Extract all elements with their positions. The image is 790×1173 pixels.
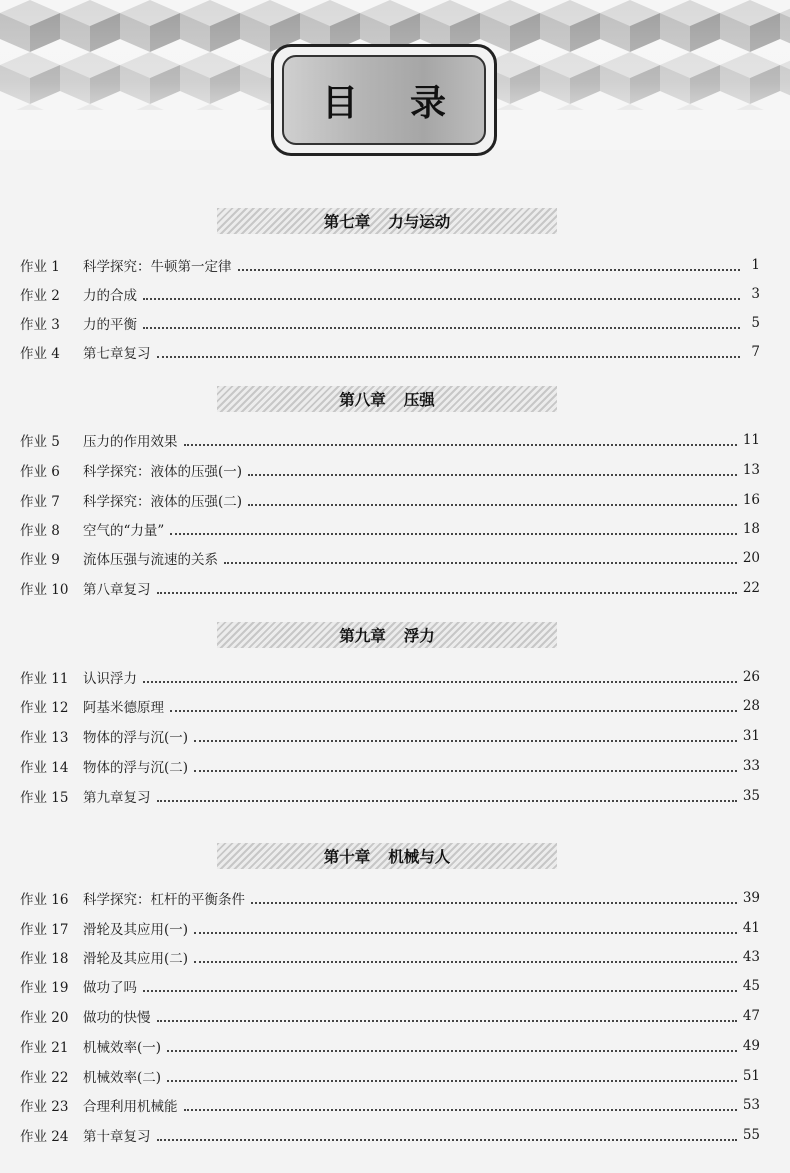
leader-dots bbox=[143, 989, 737, 992]
toc-no: 作业 13 bbox=[20, 730, 69, 746]
toc-no: 作业 20 bbox=[20, 1010, 69, 1026]
toc-no: 作业 6 bbox=[20, 464, 60, 480]
toc-no: 作业 2 bbox=[20, 288, 60, 304]
chapter-number: 第九章 bbox=[339, 627, 386, 645]
toc-page: 20 bbox=[742, 550, 760, 566]
leader-dots bbox=[157, 591, 737, 594]
leader-dots bbox=[184, 1108, 737, 1111]
toc-row[interactable] bbox=[20, 548, 760, 568]
toc-title: 力的合成 bbox=[83, 288, 137, 304]
toc-page: 16 bbox=[742, 492, 760, 508]
toc-no: 作业 9 bbox=[20, 552, 60, 568]
toc-title: 合理利用机械能 bbox=[83, 1099, 178, 1115]
toc-page: 47 bbox=[742, 1008, 760, 1024]
toc-no: 作业 24 bbox=[20, 1129, 69, 1145]
toc-row[interactable] bbox=[20, 976, 760, 996]
toc-page: 41 bbox=[742, 920, 760, 936]
toc-no: 作业 1 bbox=[20, 259, 60, 275]
toc-row[interactable] bbox=[20, 342, 760, 362]
leader-dots bbox=[194, 769, 737, 772]
chapter-number: 第七章 bbox=[323, 213, 371, 231]
toc-title: 滑轮及其应用(一) bbox=[83, 922, 189, 938]
toc-row[interactable] bbox=[20, 519, 760, 539]
toc-title: 做功了吗 bbox=[83, 980, 137, 996]
leader-dots bbox=[248, 473, 737, 476]
toc-row[interactable] bbox=[20, 918, 760, 938]
toc-row[interactable] bbox=[20, 696, 760, 716]
title-plate bbox=[282, 55, 498, 145]
leader-dots bbox=[143, 326, 740, 329]
toc-title: 科学探究：液体的压强(一) bbox=[83, 464, 243, 480]
toc-row[interactable] bbox=[20, 1125, 760, 1145]
chapter-name: 压强 bbox=[403, 391, 435, 409]
chapter-heading-9 bbox=[217, 622, 557, 648]
toc-no: 作业 19 bbox=[20, 980, 69, 996]
toc-row[interactable] bbox=[20, 1036, 760, 1056]
toc-title: 机械效率(二) bbox=[83, 1070, 162, 1086]
toc-row[interactable] bbox=[20, 786, 760, 806]
toc-page: 53 bbox=[742, 1097, 760, 1113]
leader-dots bbox=[157, 799, 737, 802]
toc-no: 作业 14 bbox=[20, 760, 69, 776]
leader-dots bbox=[143, 297, 740, 300]
toc-row[interactable] bbox=[20, 284, 760, 304]
toc-title: 滑轮及其应用(二) bbox=[83, 951, 189, 967]
chapter-heading-8 bbox=[217, 386, 557, 412]
leader-dots bbox=[143, 680, 737, 683]
toc-no: 作业 7 bbox=[20, 494, 60, 510]
toc-page: 13 bbox=[742, 462, 760, 478]
toc-title: 科学探究：杠杆的平衡条件 bbox=[83, 892, 245, 908]
toc-title: 阿基米德原理 bbox=[83, 700, 164, 716]
chapter-number: 第十章 bbox=[323, 848, 371, 866]
toc-title: 科学探究：液体的压强(二) bbox=[83, 494, 243, 510]
toc-title: 空气的“力量” bbox=[83, 523, 165, 539]
toc-row[interactable] bbox=[20, 726, 760, 746]
leader-dots bbox=[194, 931, 737, 934]
leader-dots bbox=[184, 443, 737, 446]
chapter-name: 机械与人 bbox=[388, 848, 451, 866]
title-frame bbox=[271, 44, 497, 156]
toc-title: 物体的浮与沉(一) bbox=[83, 730, 189, 746]
toc-no: 作业 18 bbox=[20, 951, 69, 967]
chapter-heading-10 bbox=[217, 843, 557, 869]
toc-title: 做功的快慢 bbox=[83, 1010, 151, 1026]
toc-title: 机械效率(一) bbox=[83, 1040, 162, 1056]
toc-no: 作业 22 bbox=[20, 1070, 69, 1086]
leader-dots bbox=[157, 355, 741, 358]
toc-page: 55 bbox=[742, 1127, 760, 1143]
toc-row[interactable] bbox=[20, 313, 760, 333]
toc-title: 第十章复习 bbox=[83, 1129, 151, 1145]
toc-page: 39 bbox=[742, 890, 760, 906]
leader-dots bbox=[157, 1138, 737, 1141]
chapter-name: 力与运动 bbox=[388, 213, 451, 231]
toc-row[interactable] bbox=[20, 255, 760, 275]
toc-row[interactable] bbox=[20, 1095, 760, 1115]
toc-page: 33 bbox=[742, 758, 760, 774]
toc-page: 11 bbox=[742, 432, 760, 448]
toc-no: 作业 8 bbox=[20, 523, 60, 539]
chapter-number: 第八章 bbox=[339, 391, 386, 409]
leader-dots bbox=[157, 1019, 737, 1022]
toc-page: 1 bbox=[751, 257, 760, 273]
toc-page: 26 bbox=[742, 669, 760, 685]
toc-no: 作业 10 bbox=[20, 582, 69, 598]
toc-page: 18 bbox=[742, 521, 760, 537]
leader-dots bbox=[251, 901, 737, 904]
toc-title: 物体的浮与沉(二) bbox=[83, 760, 189, 776]
toc-no: 作业 15 bbox=[20, 790, 69, 806]
toc-row[interactable] bbox=[20, 1066, 760, 1086]
leader-dots bbox=[194, 739, 737, 742]
toc-no: 作业 11 bbox=[20, 671, 69, 687]
toc-title: 第九章复习 bbox=[83, 790, 151, 806]
toc-no: 作业 3 bbox=[20, 317, 60, 333]
leader-dots bbox=[170, 532, 737, 535]
toc-row[interactable] bbox=[20, 756, 760, 776]
page-title: 目录 bbox=[321, 82, 498, 124]
toc-page: 31 bbox=[742, 728, 760, 744]
toc-no: 作业 21 bbox=[20, 1040, 69, 1056]
toc-no: 作业 17 bbox=[20, 922, 69, 938]
toc-title: 压力的作用效果 bbox=[83, 434, 178, 450]
toc-no: 作业 5 bbox=[20, 434, 60, 450]
toc-row[interactable] bbox=[20, 1006, 760, 1026]
toc-row[interactable] bbox=[20, 460, 760, 480]
toc-no: 作业 4 bbox=[20, 346, 60, 362]
toc-no: 作业 16 bbox=[20, 892, 69, 908]
toc-row[interactable] bbox=[20, 578, 760, 598]
toc-title: 力的平衡 bbox=[83, 317, 137, 333]
toc-page: 49 bbox=[742, 1038, 760, 1054]
chapter-name: 浮力 bbox=[403, 627, 435, 645]
toc-page: 51 bbox=[742, 1068, 760, 1084]
toc-page: 3 bbox=[751, 286, 760, 302]
toc-page: 45 bbox=[742, 978, 760, 994]
toc-page: 22 bbox=[742, 580, 760, 596]
toc-page: 5 bbox=[751, 315, 760, 331]
toc-title: 第八章复习 bbox=[83, 582, 151, 598]
leader-dots bbox=[167, 1079, 737, 1082]
leader-dots bbox=[238, 268, 741, 271]
toc-row[interactable] bbox=[20, 888, 760, 908]
toc-title: 第七章复习 bbox=[83, 346, 151, 362]
toc-no: 作业 23 bbox=[20, 1099, 69, 1115]
leader-dots bbox=[248, 503, 737, 506]
toc-title: 流体压强与流速的关系 bbox=[83, 552, 218, 568]
toc-row[interactable] bbox=[20, 947, 760, 967]
toc-page: 7 bbox=[751, 344, 760, 360]
toc-row[interactable] bbox=[20, 430, 760, 450]
chapter-heading-7 bbox=[217, 208, 557, 234]
toc-title: 科学探究：牛顿第一定律 bbox=[83, 259, 232, 275]
toc-row[interactable] bbox=[20, 667, 760, 687]
toc-page: 43 bbox=[742, 949, 760, 965]
toc-title: 认识浮力 bbox=[83, 671, 137, 687]
toc-page: 28 bbox=[742, 698, 760, 714]
leader-dots bbox=[167, 1049, 737, 1052]
leader-dots bbox=[194, 960, 737, 963]
toc-no: 作业 12 bbox=[20, 700, 69, 716]
leader-dots bbox=[224, 561, 737, 564]
toc-page: 35 bbox=[742, 788, 760, 804]
toc-row[interactable] bbox=[20, 490, 760, 510]
leader-dots bbox=[170, 709, 737, 712]
